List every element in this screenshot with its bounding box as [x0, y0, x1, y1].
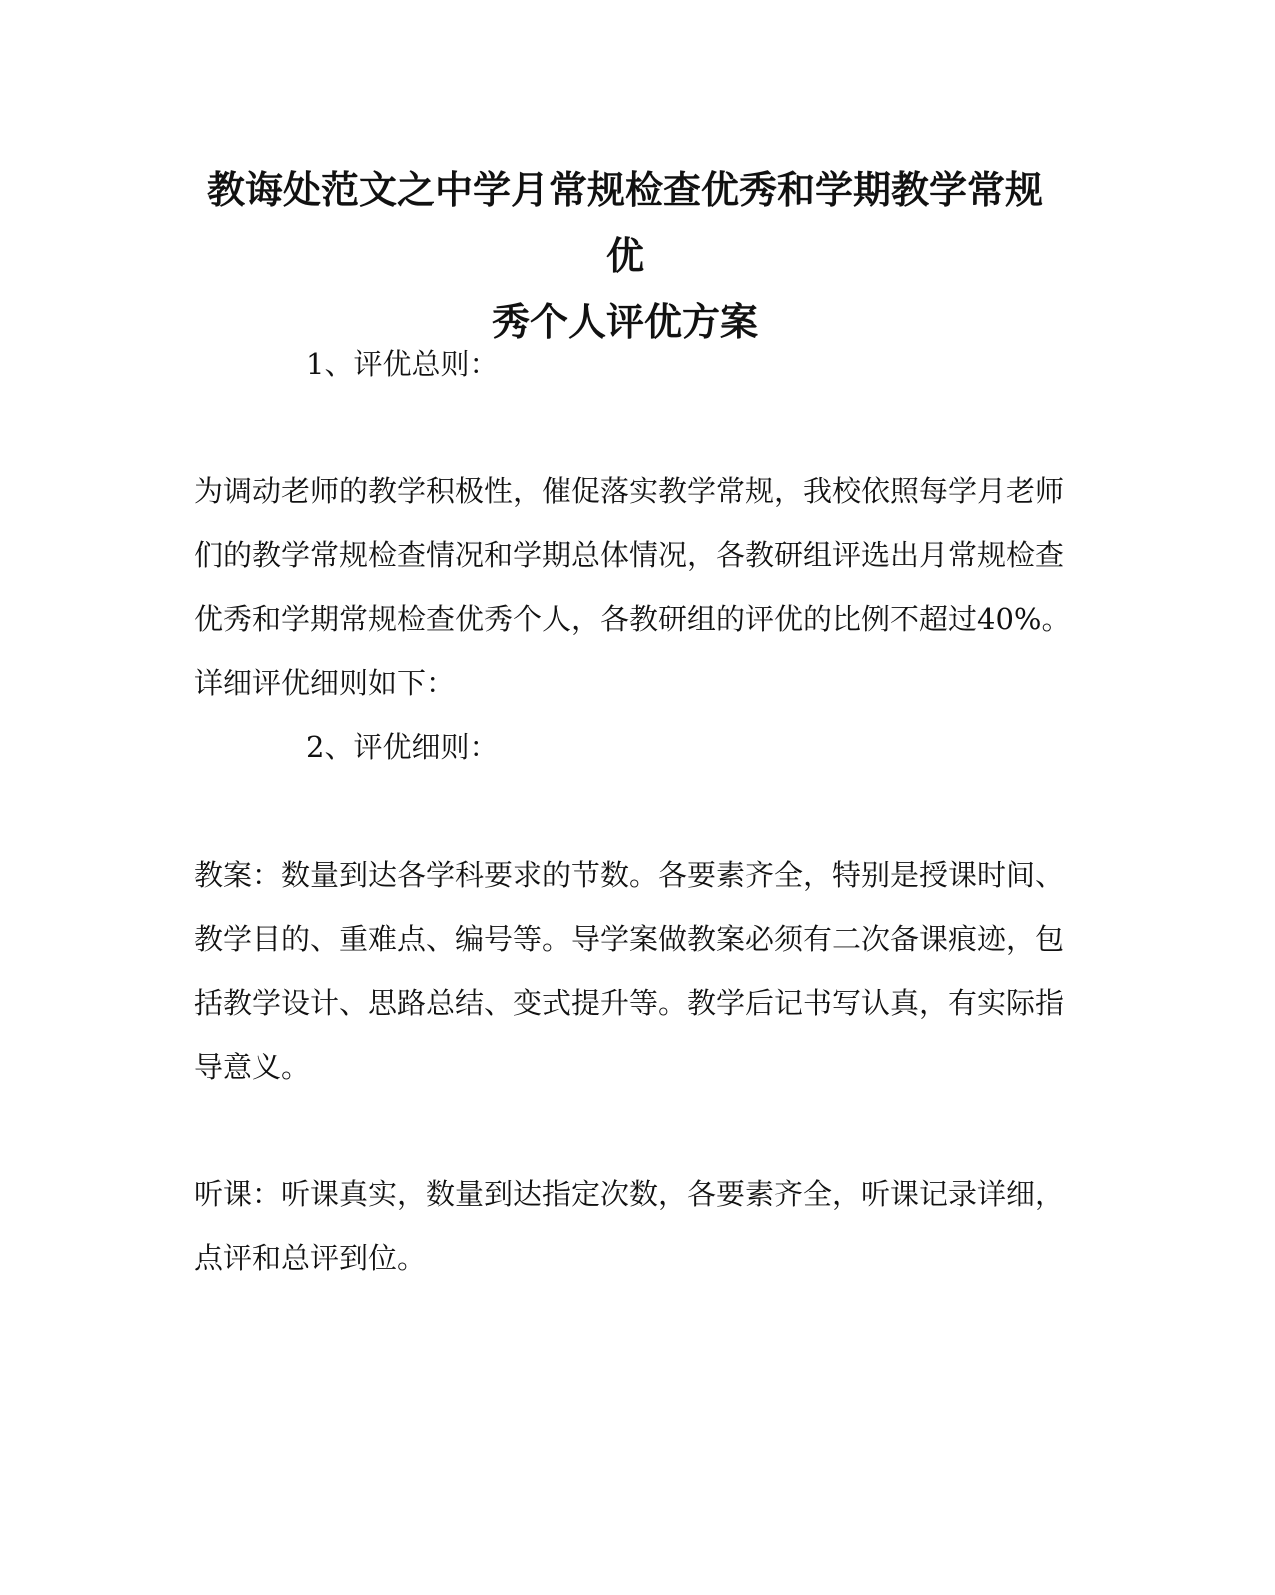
document-title: [190, 157, 1060, 355]
title-line: 教诲处范文之中学月常规检查优秀和学期教学常规优: [206, 167, 1043, 278]
paragraph-line: 优秀和学期常规检查优秀个人，各教研组的评优的比例不超过40%。: [194, 602, 1071, 636]
paragraph-line: 导意义。: [194, 1050, 311, 1084]
paragraph-line: 教学目的、重难点、编号等。导学案做教案必须有二次备课痕迹，包: [194, 922, 1065, 956]
title-line: 秀个人评优方案: [491, 299, 758, 344]
section-heading-general: 1、评优总则：: [306, 347, 499, 381]
paragraph-line: 教案：数量到达各学科要求的节数。各要素齐全，特别是授课时间、: [194, 858, 1065, 892]
section-heading-details: 2、评优细则：: [306, 730, 499, 764]
paragraph-line: 详细评优细则如下：: [194, 666, 456, 700]
paragraph-line: 为调动老师的教学积极性，催促落实教学常规，我校依照每学月老师: [194, 474, 1065, 508]
paragraph-line: 括教学设计、思路总结、变式提升等。教学后记书写认真，有实际指: [194, 986, 1065, 1020]
paragraph-line: 点评和总评到位。: [194, 1241, 427, 1275]
paragraph-line: 们的教学常规检查情况和学期总体情况，各教研组评选出月常规检查: [194, 538, 1065, 572]
paragraph-line: 听课：听课真实，数量到达指定次数，各要素齐全，听课记录详细，: [194, 1177, 1065, 1211]
